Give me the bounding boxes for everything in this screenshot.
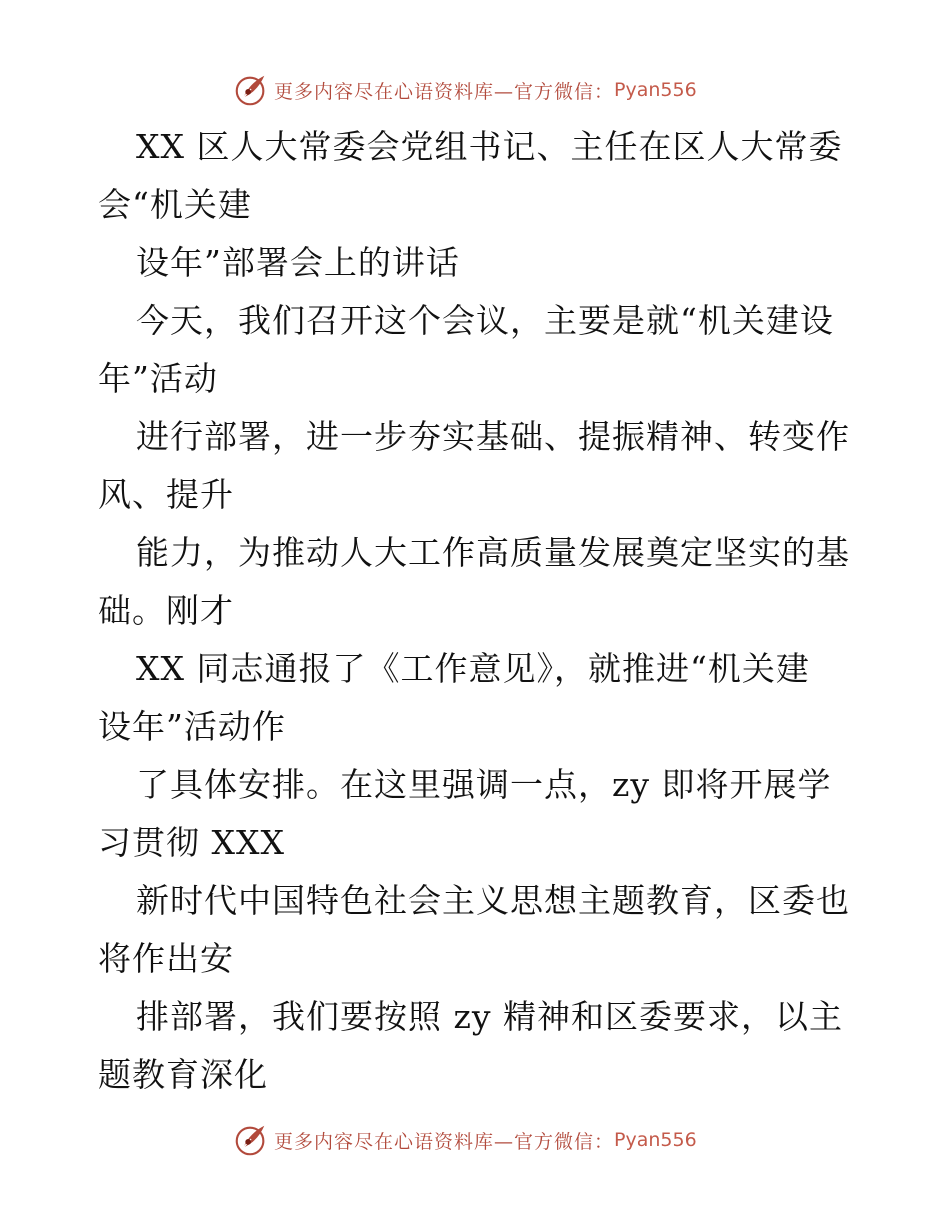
document-line: 题教育深化 xyxy=(98,1055,268,1094)
document-line: 了具体安排。在这里强调一点，zy 即将开展学 xyxy=(136,765,832,804)
footer-promo-text: 更多内容尽在心语资料库—官方微信： xyxy=(274,1130,615,1153)
document-line: 能力，为推动人大工作高质量发展奠定坚实的基 xyxy=(136,533,850,572)
document-line: 将作出安 xyxy=(98,939,234,978)
footer-wechat-id: Pyan556 xyxy=(614,1129,697,1151)
header-wechat-id: Pyan556 xyxy=(614,79,697,101)
quill-logo-icon xyxy=(232,71,270,109)
document-line: 习贯彻 XXX xyxy=(98,823,285,862)
footer-banner xyxy=(232,1120,697,1160)
quill-logo-icon xyxy=(232,1121,270,1159)
document-line: 础。刚才 xyxy=(98,591,234,630)
document-line: 设年”活动作 xyxy=(98,707,286,746)
document-line: 排部署，我们要按照 zy 精神和区委要求，以主 xyxy=(136,997,844,1036)
document-body xyxy=(98,118,858,1104)
header-promo-text: 更多内容尽在心语资料库—官方微信： xyxy=(274,80,615,103)
header-banner xyxy=(232,70,697,110)
document-line: XX 区人大常委会党组书记、主任在区人大常委 xyxy=(136,127,843,166)
document-line: XX 同志通报了《工作意见》，就推进“机关建 xyxy=(136,649,810,688)
document-line: 会“机关建 xyxy=(98,185,252,224)
document-line: 今天，我们召开这个会议，主要是就“机关建设 xyxy=(136,301,834,340)
document-line: 新时代中国特色社会主义思想主题教育，区委也 xyxy=(136,881,850,920)
document-line: 风、提升 xyxy=(98,475,234,514)
document-line: 年”活动 xyxy=(98,359,218,398)
document-line: 设年”部署会上的讲话 xyxy=(136,243,460,282)
document-line: 进行部署，进一步夯实基础、提振精神、转变作 xyxy=(136,417,850,456)
